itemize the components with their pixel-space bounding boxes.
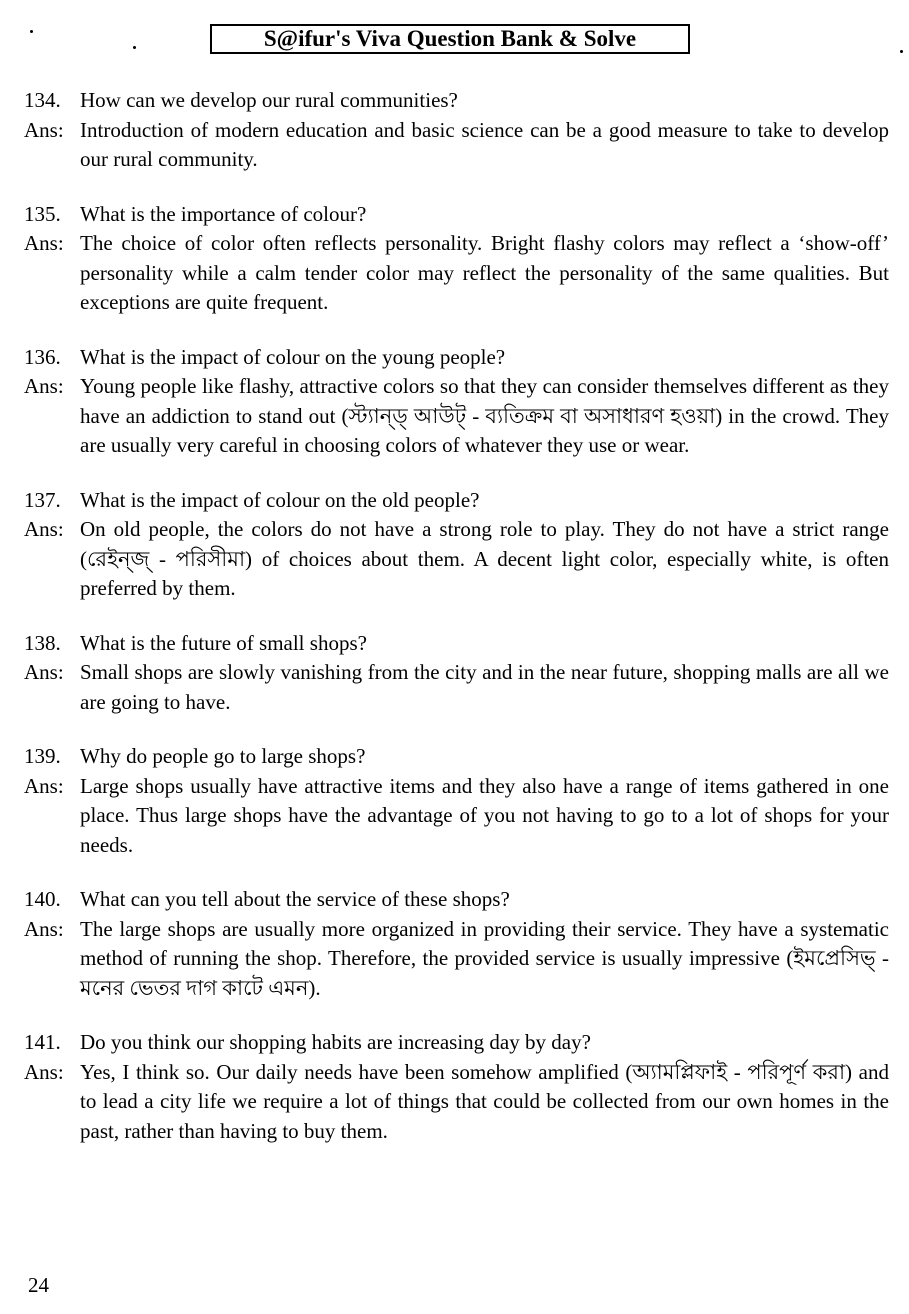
answer-text: The choice of color often reflects personality. Bright flashy colors may reflect a ‘show-off’ personality while a calm tender color may reflect the personality of the same qualities. But exceptions are quite frequent.: [80, 231, 889, 314]
question-row: [24, 1028, 889, 1058]
answer-label: Ans:: [24, 231, 64, 255]
answer-label: Ans:: [24, 117, 64, 142]
answer-row: [24, 229, 889, 318]
answer-text: Small shops are slowly vanishing from the city and in the near future, shopping malls are all we are going to have.: [80, 660, 889, 714]
qa-item: [24, 742, 889, 860]
answer-label: Ans:: [24, 517, 64, 541]
qa-item: [24, 629, 889, 718]
question-row: [24, 86, 889, 116]
question-text: What is the impact of colour on the old people?: [80, 487, 480, 512]
answer-text: On old people, the colors do not have a strong role to play. They do not have a strict range (রেইন্‌জ্ - পরিসীমা) of choices about them. A decent light color, especially white, is often preferred by them.: [80, 517, 889, 600]
scan-speck: [30, 30, 33, 33]
qa-item: [24, 885, 889, 1003]
answer-row: [24, 1058, 889, 1147]
question-row: [24, 486, 889, 516]
page-number: 24: [28, 1273, 49, 1297]
answer-row: [24, 515, 889, 604]
question-row: [24, 885, 889, 915]
qa-item: [24, 343, 889, 461]
qa-item: [24, 86, 889, 175]
question-number: 140.: [24, 887, 61, 911]
answer-row: [24, 372, 889, 461]
answer-label: Ans:: [24, 660, 64, 684]
question-text: How can we develop our rural communities?: [80, 88, 458, 112]
question-row: [24, 742, 889, 772]
question-number: 141.: [24, 1030, 61, 1054]
question-text: Do you think our shopping habits are increasing day by day?: [80, 1030, 591, 1054]
question-text: Why do people go to large shops?: [80, 744, 366, 768]
question-text: What is the importance of colour?: [80, 201, 367, 226]
qa-item: [24, 486, 889, 604]
question-number: 137.: [24, 487, 61, 512]
question-row: [24, 629, 889, 659]
answer-text: Yes, I think so. Our daily needs have been somehow amplified (অ্যামপ্লিফাই - পরিপূর্ণ করা) and to lead a city life we require a lot of things that could be collected from our own homes in the past, rather than having to buy them.: [80, 1059, 889, 1143]
answer-row: [24, 116, 889, 175]
question-number: 138.: [24, 630, 61, 655]
qa-item: [24, 200, 889, 318]
question-number: 134.: [24, 88, 61, 112]
qa-item: [24, 1028, 889, 1146]
answer-label: Ans:: [24, 916, 64, 941]
question-number: 136.: [24, 344, 61, 369]
answer-row: [24, 772, 889, 861]
question-row: [24, 343, 889, 373]
question-number: 135.: [24, 201, 61, 226]
question-text: What is the future of small shops?: [80, 630, 367, 655]
scan-speck: [900, 50, 903, 53]
answer-text: Introduction of modern education and basic science can be a good measure to take to develop our rural community.: [80, 117, 889, 171]
answer-text: The large shops are usually more organized in providing their service. They have a systematic method of running the shop. Therefore, the provided service is usually impressive (ইমপ্রেসিভ্ - মনের ভেতর দাগ কাটে এমন).: [80, 916, 889, 1000]
answer-text: Young people like flashy, attractive colors so that they can consider themselves different as they have an addiction to stand out (স্ট্যান্ড্ আউট্ - ব্যতিক্রম বা অসাধারণ হওয়া) in the crowd. They are usually very careful in choosing colors of whatever they use or wear.: [80, 374, 889, 457]
page-title: S@ifur's Viva Question Bank & Solve: [210, 24, 690, 54]
answer-row: [24, 658, 889, 717]
qa-list: [24, 86, 889, 1171]
answer-text: Large shops usually have attractive items and they also have a range of items gathered in one place. Thus large shops have the advantage of you not having to go to a lot of shops for your needs.: [80, 773, 889, 857]
question-text: What is the impact of colour on the young people?: [80, 344, 506, 369]
question-text: What can you tell about the service of these shops?: [80, 887, 510, 911]
answer-label: Ans:: [24, 374, 64, 398]
answer-label: Ans:: [24, 1059, 64, 1084]
answer-row: [24, 915, 889, 1004]
question-number: 139.: [24, 744, 61, 768]
answer-label: Ans:: [24, 773, 64, 798]
scan-speck: [133, 46, 136, 49]
question-row: [24, 200, 889, 230]
